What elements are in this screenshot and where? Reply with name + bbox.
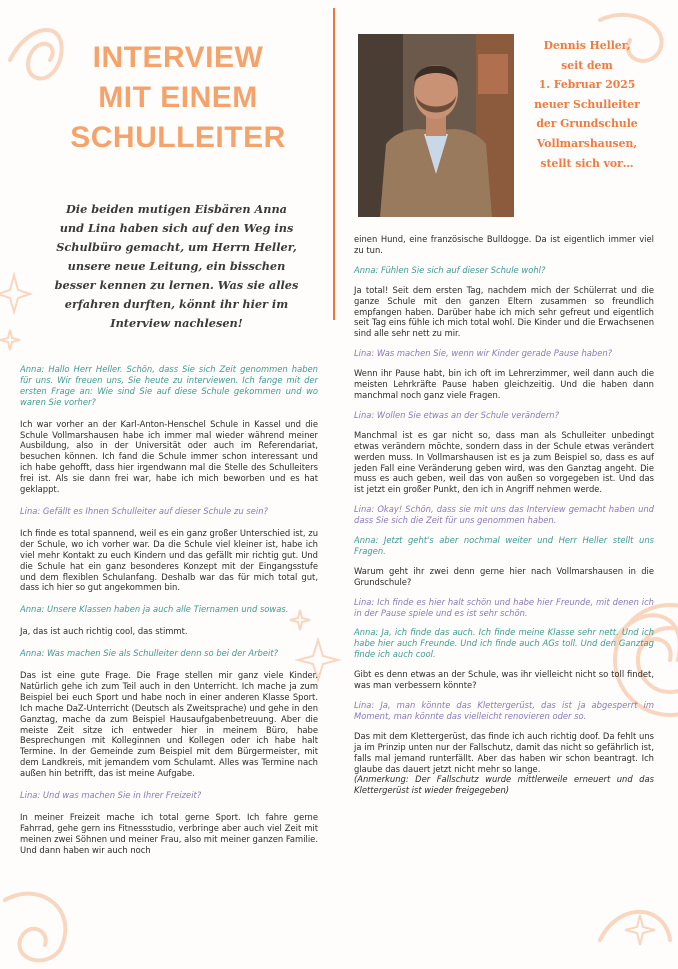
swirl-top-left [10,30,62,79]
intro-text: Die beiden mutigen Eisbären Anna und Lina haben sich auf den Weg ins Schulbüro gemacht, um Herrn Heller, unsere neue Leitung, ein bisschen besser kennen zu lernen. Was sie alles erfahren durften, könnt ihr hier im Interview nachlesen! [54,202,299,330]
question-heller: Gibt es denn etwas an der Schule, was ihr vielleicht nicht so toll findet, was man verbessern könnte? [354,669,654,691]
answer-text: Manchmal ist es gar nicht so, dass man als Schulleiter unbedingt etwas verändern möchte, sondern dass in der Schule etwas verändert werden muss. In Vollmarshausen ist es ja zum Beispiel so, dass es auf jeden Fall eine Veränderung geben wird, was den Ganztag angeht. Die muss es auch geben, weil das von außen so vorgegeben ist. Und das ist jetzt ein großer Punkt, den ich in Angriff nehmen werde. [354,429,654,495]
vertical-divider [333,8,335,320]
answer-text: Warum geht ihr zwei denn gerne hier nach Vollmarshausen in die Grundschule? [354,565,654,587]
caption-line-7: stellt sich vor… [540,156,634,170]
caption-line-1: Dennis Heller, [543,39,631,52]
title-line-1: INTERVIEW [92,41,264,74]
question-lina: Lina: Was machen Sie, wenn wir Kinder gerade Pause haben? [354,348,613,359]
editor-note: (Anmerkung: Der Fallschutz wurde mittlerweile erneuert und das Klettergerüst ist wieder freigegeben) [354,774,654,796]
left-column [20,364,318,856]
photo-caption [522,36,652,173]
question-lina: Lina: Gefällt es Ihnen Schulleiter auf dieser Schule zu sein? [20,505,268,516]
title-line-3: SCHULLEITER [70,121,286,154]
answer-lina: Lina: Ja, man könnte das Klettergerüst, das ist ja abgesperrt im Moment, man könnte das vielleicht renovieren oder so. [354,700,654,721]
caption-line-5: der Grundschule [536,117,638,131]
answer-text: einen Hund, eine französische Bulldogge. Da ist eigentlich immer viel zu tun. [354,234,654,255]
answer-text: In meiner Freizeit mache ich total gerne Sport. Ich fahre gerne Fahrrad, gehe gern ins Fitnessstudio, verbringe aber auch viel Zeit mit meinen zwei Söhnen und meiner Frau, also mit meiner ganzen Familie. Und dann haben wir auch noch [20,812,318,855]
sparkle-left-small [0,330,20,350]
sparkle-left [0,275,30,312]
question-lina: Lina: Wollen Sie etwas an der Schule verändern? [354,409,560,420]
answer-text: Ich finde es total spannend, weil es ein ganz großer Unterschied ist, zu der Schule, wo ich vorher war. Da die Schule viel kleiner ist, habe ich viel mehr Kontakt zu euch Kindern und das gefällt mir richtig gut. Und die Schule hat ein ganz besonderes Konzept mit der Eingangsstufe und dem flexiblen Schulanfang. Deshalb war das für mich total gut, dass ich hier so gut angekommen bin. [20,527,318,593]
swirl-bottom-right [600,912,670,940]
answer-anna: Anna: Ja, ich finde das auch. Ich finde meine Klasse sehr nett. Und ich habe hier auch Freunde. Und ich finde auch AGs toll. Und den Ganztag finde ich auch cool. [354,627,654,660]
question-lina: Lina: Okay! Schön, dass sie mit uns das Interview gemacht haben und dass Sie sich die Zeit für uns genommen haben. [354,504,654,526]
photo-window [478,54,508,94]
question-lina: Lina: Und was machen Sie in Ihrer Freizeit? [20,790,202,801]
right-column [354,234,654,796]
question-anna: Anna: Fühlen Sie sich auf dieser Schule wohl? [354,264,546,275]
answer-text: Das ist eine gute Frage. Die Frage stellen mir ganz viele Kinder. Natürlich gehe ich zum Teil auch in den Unterricht. Ich mache ja zum Beispiel bei euch Sport und habe noch in einer anderen Klasse Sport. Ich mache DaZ-Unterricht (Deutsch als Zweitsprache) und gehe in den Ganztag, mache da zum Beispiel Hausaufgabenbetreuung. Aber die meiste Zeit sitze ich entweder hier in meinem Büro, habe Besprechungen mit Kolleginnen und Kollegen oder ich habe halt Termine. In der Gemeinde zum Beispiel mit dem Bürgermeister, mit dem Landkreis, mit jemandem vom Schulamt. Alles was Termine nach außen hin betrifft, das ist meine Aufgabe. [20,670,318,779]
caption-line-3: 1. Februar 2025 [538,78,636,92]
answer-text: Ja, das ist auch richtig cool, das stimmt. [20,626,188,637]
answer-text: Ja total! Seit dem ersten Tag, nachdem mich der Schülerrat und die ganze Schule mit den ganzen Eltern zusammen so freundlich empfangen haben. Darüber habe ich mich sehr gefreut und eigentlich seit Tag eins fühle ich mich total wohl. Die Kinder und die Erwachsenen sind alle sehr nett zu mir. [354,284,654,339]
caption-line-4: neuer Schulleiter [534,97,640,111]
question-anna: Anna: Hallo Herr Heller. Schön, dass Sie sich Zeit genommen haben für uns. Wir freuen uns, Sie heute zu interviewen. Ich fange mit der ersten Frage an: Wie sind Sie auf diese Schule gekommen und wo waren Sie vorher? [20,364,318,407]
title-line-2: MIT EINEM [98,81,258,114]
answer-text: Das mit dem Klettergerüst, das finde ich auch richtig doof. Da fehlt uns ja im Prinzip unten nur der Fallschutz, damit das nicht so gefährlich ist, falls mal jemand runterfällt. Aber das haben wir schon beantragt. Ich glaube das dauert jetzt nicht mehr so lange. [354,730,654,774]
caption-line-6: Vollmarshausen, [536,136,638,150]
page-title [60,38,296,158]
portrait-photo [358,34,514,217]
question-anna: Anna: Was machen Sie als Schulleiter denn so bei der Arbeit? [20,648,279,659]
swirl-bottom-left [5,894,65,961]
question-anna: Anna: Jetzt geht's aber nochmal weiter und Herr Heller stellt uns Fragen. [354,535,654,556]
question-anna: Anna: Unsere Klassen haben ja auch alle Tiernamen und sowas. [20,604,289,615]
answer-lina: Lina: Ich finde es hier halt schön und habe hier Freunde, mit denen ich in der Pause spiele und es ist sehr schön. [354,596,654,618]
answer-text: Wenn ihr Pause habt, bin ich oft im Lehrerzimmer, weil dann auch die meisten Lehrkräfte Pause haben gleichzeitig. Und die haben dann manchmal noch ganz viele Fragen. [354,368,654,400]
answer-text: Ich war vorher an der Karl-Anton-Henschel Schule in Kassel und die Schule Vollmarshausen habe ich immer mal wieder während meiner Ausbildung, also in der Universität oder auch im Referendariat, besuchen können. Ich fand die Schule immer schon interessant und ich habe gehofft, dass hier irgendwann mal die Stelle des Schulleiters frei ist. Als sie dann frei war, habe ich mich beworben und es hat geklappt. [20,418,318,495]
sparkle-bottom-right [625,915,655,945]
caption-line-2: seit dem [561,58,613,72]
